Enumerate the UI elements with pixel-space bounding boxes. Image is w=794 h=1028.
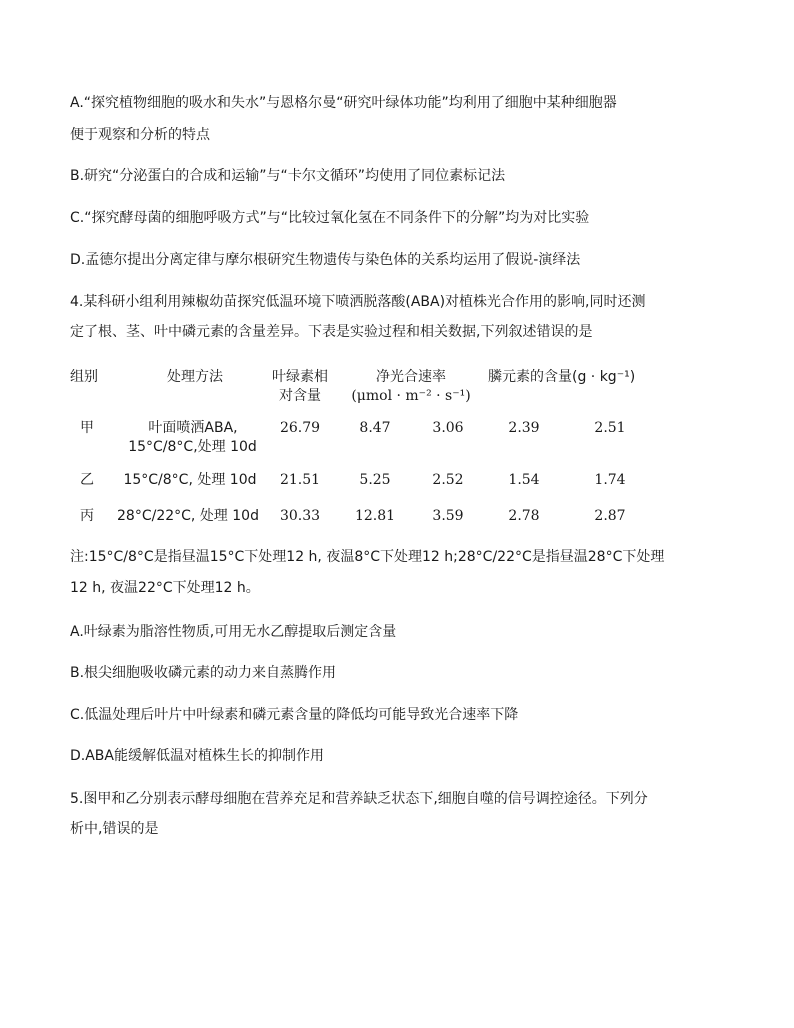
- row-phosphorus-1: 3.06: [432, 420, 464, 436]
- row-phosphorus-1: 3.59: [432, 508, 464, 524]
- header-method: 处理方法: [167, 369, 223, 385]
- q4-option-b: B.根尖细胞吸收磷元素的动力来自蒸腾作用: [70, 665, 337, 681]
- row-chlorophyll: 21.51: [279, 472, 321, 488]
- q3-option-b: B.研究“分泌蛋白的合成和运输”与“卡尔文循环”均使用了同位素标记法: [70, 168, 506, 184]
- q3-option-a-line2: 便于观察和分析的特点: [70, 127, 210, 143]
- q5-stem-line2: 析中,错误的是: [70, 821, 159, 837]
- row-method-line1: 28°C/22°C, 处理 10d: [117, 508, 259, 524]
- table-note-line2: 12 h, 夜温22°C下处理12 h。: [70, 580, 260, 596]
- header-phosphorus: 膦元素的含量(g · kg⁻¹): [488, 369, 636, 385]
- q3-option-d: D.孟德尔提出分离定律与摩尔根研究生物遗传与染色体的关系均运用了假说-演绎法: [70, 252, 581, 268]
- row-phosphorus-3: 2.87: [594, 508, 626, 524]
- row-phosphorus-3: 1.74: [594, 472, 626, 488]
- row-phosphorus-1: 2.52: [432, 472, 464, 488]
- row-phosphorus-2: 1.54: [508, 472, 540, 488]
- table-note-line1: 注:15°C/8°C是指昼温15°C下处理12 h, 夜温8°C下处理12 h;28°C/22°C是指昼温28°C下处理: [70, 549, 665, 565]
- row-method-line1: 15°C/8°C, 处理 10d: [123, 472, 257, 488]
- row-chlorophyll: 30.33: [279, 508, 321, 524]
- q4-option-d: D.ABA能缓解低温对植株生长的抑制作用: [70, 748, 324, 764]
- q3-option-c: C.“探究酵母菌的细胞呼吸方式”与“比较过氧化氢在不同条件下的分解”均为对比实验: [70, 210, 590, 226]
- row-phosphorus-2: 2.39: [508, 420, 540, 436]
- row-method-line1: 叶面喷洒ABA,: [148, 420, 238, 436]
- q5-stem-line1: 5.图甲和乙分别表示酵母细胞在营养充足和营养缺乏状态下,细胞自噬的信号调控途径。下列分: [70, 791, 648, 807]
- header-rate-line1: 净光合速率: [376, 369, 446, 385]
- row-phosphorus-3: 2.51: [594, 420, 626, 436]
- row-chlorophyll: 26.79: [279, 420, 321, 436]
- row-group: 丙: [80, 508, 94, 524]
- q4-stem-line2: 定了根、茎、叶中磷元素的含量差异。下表是实验过程和相关数据,下列叙述错误的是: [70, 324, 593, 340]
- row-rate: 12.81: [354, 508, 396, 524]
- header-chlorophyll-line2: 对含量: [279, 388, 321, 404]
- row-group: 乙: [80, 472, 94, 488]
- row-phosphorus-2: 2.78: [508, 508, 540, 524]
- header-chlorophyll-line1: 叶绿素相: [272, 369, 328, 385]
- q3-option-a-line1: A.“探究植物细胞的吸水和失水”与恩格尔曼“研究叶绿体功能”均利用了细胞中某种细胞器: [70, 95, 617, 111]
- header-group: 组别: [70, 369, 98, 385]
- row-method-line2: 15°C/8°C,处理 10d: [128, 439, 257, 455]
- header-rate-line2: (μmol · m⁻² · s⁻¹): [351, 388, 471, 404]
- row-rate: 8.47: [359, 420, 391, 436]
- q4-stem-line1: 4.某科研小组利用辣椒幼苗探究低温环境下喷洒脱落酸(ABA)对植株光合作用的影响,同时还测: [70, 294, 646, 310]
- row-group: 甲: [80, 420, 94, 436]
- row-rate: 5.25: [359, 472, 391, 488]
- q4-option-a: A.叶绿素为脂溶性物质,可用无水乙醇提取后测定含量: [70, 624, 397, 640]
- q4-option-c: C.低温处理后叶片中叶绿素和磷元素含量的降低均可能导致光合速率下降: [70, 707, 519, 723]
